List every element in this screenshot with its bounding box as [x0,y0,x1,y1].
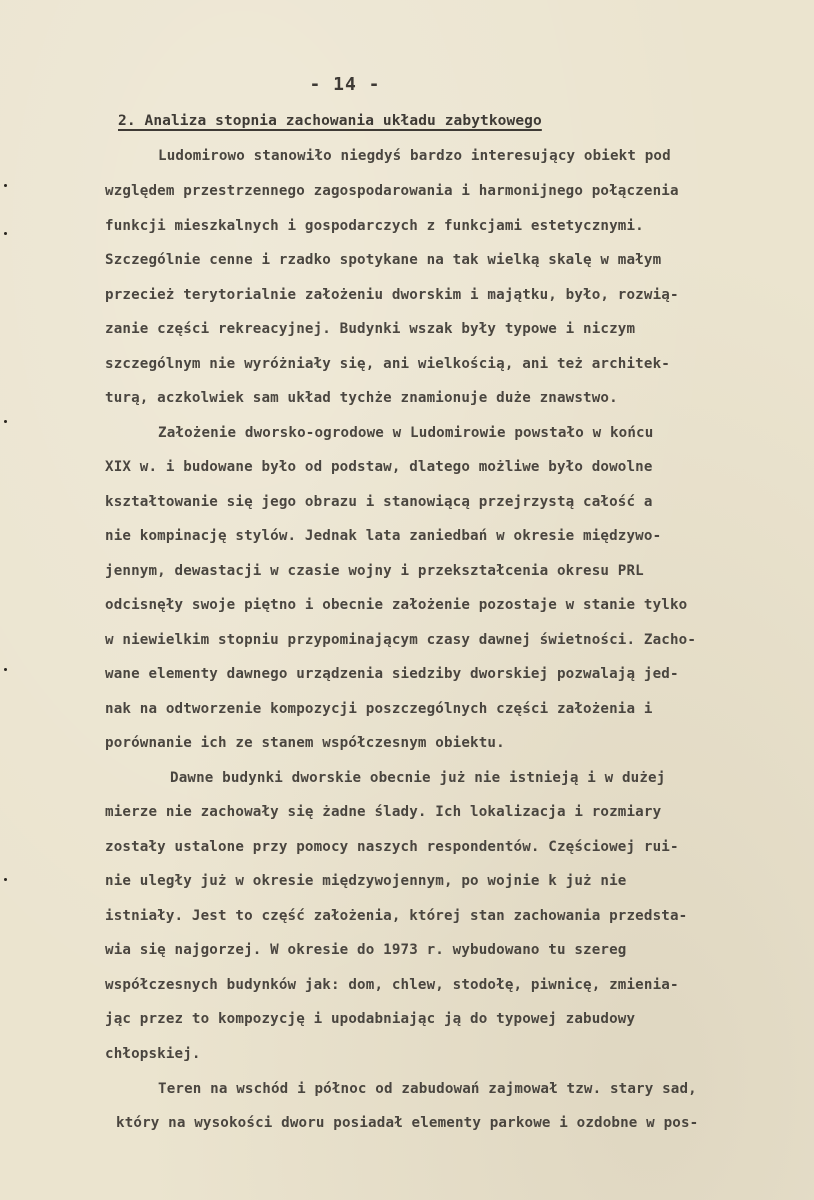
punch-hole-mark [4,668,7,671]
text-line: porównanie ich ze stanem współczesnym obiektu. [105,735,505,751]
text-line: Założenie dworsko-ogrodowe w Ludomirowie powstało w końcu [158,425,654,441]
punch-hole-mark [4,420,7,423]
punch-hole-mark [4,184,7,187]
text-line: Dawne budynki dworskie obecnie już nie istnieją i w dużej [170,770,666,786]
text-line: mierze nie zachowały się żadne ślady. Ich lokalizacja i rozmiary [105,804,662,820]
text-line: Ludomirowo stanowiło niegdyś bardzo interesujący obiekt pod [158,148,671,164]
text-line: który na wysokości dworu posiadał elementy parkowe i ozdobne w pos- [116,1115,699,1131]
text-line: chłopskiej. [105,1046,201,1062]
text-line: kształtowanie się jego obrazu i stanowiącą przejrzystą całość a [105,494,653,510]
text-line: jennym, dewastacji w czasie wojny i przekształcenia okresu PRL [105,563,644,579]
text-line: XIX w. i budowane było od podstaw, dlatego możliwe było dowolne [105,459,653,475]
text-line: przecież terytorialnie założeniu dworskim i majątku, było, rozwią- [105,287,679,303]
section-heading: 2. Analiza stopnia zachowania układu zabytkowego [118,113,542,129]
text-line: nie uległy już w okresie międzywojennym, po wojnie k już nie [105,873,627,889]
text-line: wia się najgorzej. W okresie do 1973 r. wybudowano tu szereg [105,942,627,958]
page-number: - 14 - [309,74,381,95]
text-line: zostały ustalone przy pomocy naszych respondentów. Częściowej rui- [105,839,679,855]
text-line: odcisnęły swoje piętno i obecnie założenie pozostaje w stanie tylko [105,597,688,613]
text-line: Szczególnie cenne i rzadko spotykane na tak wielką skalę w małym [105,252,662,268]
text-line: Teren na wschód i północ od zabudowań zajmował tzw. stary sad, [158,1081,697,1097]
text-line: zanie części rekreacyjnej. Budynki wszak były typowe i niczym [105,321,636,337]
text-line: istniały. Jest to część założenia, której stan zachowania przedsta- [105,908,688,924]
text-line: względem przestrzennego zagospodarowania i harmonijnego połączenia [105,183,679,199]
punch-hole-mark [4,232,7,235]
text-line: nak na odtworzenie kompozycji poszczególnych części założenia i [105,701,653,717]
text-line: współczesnych budynków jak: dom, chlew, stodołę, piwnicę, zmienia- [105,977,679,993]
text-line: jąc przez to kompozycję i upodabniając ją do typowej zabudowy [105,1011,636,1027]
text-line: funkcji mieszkalnych i gospodarczych z funkcjami estetycznymi. [105,218,644,234]
text-line: w niewielkim stopniu przypominającym czasy dawnej świetności. Zacho- [105,632,697,648]
text-line: wane elementy dawnego urządzenia siedziby dworskiej pozwalają jed- [105,666,679,682]
text-line: turą, aczkolwiek sam układ tychże znamionuje duże znawstwo. [105,390,618,406]
punch-hole-mark [4,878,7,881]
text-line: szczególnym nie wyróżniały się, ani wielkością, ani też architek- [105,356,670,372]
text-line: nie kompinację stylów. Jednak lata zaniedbań w okresie międzywo- [105,528,662,544]
